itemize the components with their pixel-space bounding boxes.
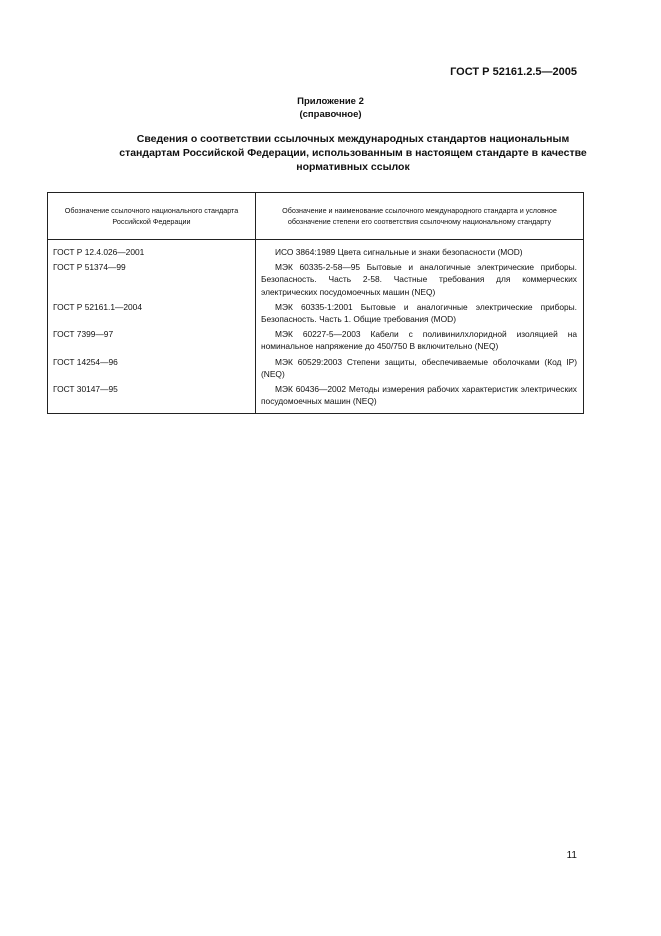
international-standard-cell: МЭК 60436—2002 Методы измерения рабочих характеристик электрических посудомоечных машин (NEQ)	[256, 382, 584, 414]
table-row	[48, 260, 584, 300]
national-standard-cell: ГОСТ Р 12.4.026—2001	[48, 240, 256, 261]
reference-table	[47, 192, 584, 414]
section-title: Сведения о соответствии ссылочных международных стандартов национальным стандартам Российской Федерации, использованным в настоящем стандарте в качестве нормативных ссылок	[119, 133, 587, 173]
table-row	[48, 240, 584, 261]
international-standard-cell: МЭК 60529:2003 Степени защиты, обеспечиваемые оболочками (Код IP) (NEQ)	[256, 355, 584, 382]
international-standard-cell: МЭК 60335-1:2001 Бытовые и аналогичные электрические приборы. Безопасность. Часть 1. Общие требования (MOD)	[256, 300, 584, 327]
national-standard-cell: ГОСТ 14254—96	[48, 355, 256, 382]
international-standard-cell: ИСО 3864:1989 Цвета сигнальные и знаки безопасности (MOD)	[256, 240, 584, 261]
column-header-international: Обозначение и наименование ссылочного международного стандарта и условное обозначение степени его соответствия ссылочному национальному стандарту	[256, 193, 584, 240]
table-row	[48, 355, 584, 382]
document-code: ГОСТ Р 52161.2.5—2005	[450, 66, 577, 78]
national-standard-cell: ГОСТ Р 52161.1—2004	[48, 300, 256, 327]
national-standard-cell: ГОСТ 7399—97	[48, 327, 256, 354]
page-number: 11	[566, 850, 577, 861]
international-standard-cell: МЭК 60227-5—2003 Кабели с поливинилхлоридной изоляцией на номинальное напряжение до 450/750 В включительно (NEQ)	[256, 327, 584, 354]
national-standard-cell: ГОСТ Р 51374—99	[48, 260, 256, 300]
table-row	[48, 300, 584, 327]
table-header-row	[48, 193, 584, 240]
column-header-national: Обозначение ссылочного национального стандарта Российской Федерации	[48, 193, 256, 240]
annex-title: Приложение 2	[297, 96, 364, 107]
table-row	[48, 327, 584, 354]
international-standard-cell: МЭК 60335-2-58—95 Бытовые и аналогичные электрические приборы. Безопасность. Часть 2-58. Частные требования для коммерческих электрических посудомоечных машин (NEQ)	[256, 260, 584, 300]
table-row	[48, 382, 584, 414]
national-standard-cell: ГОСТ 30147—95	[48, 382, 256, 414]
annex-subtitle: (справочное)	[299, 109, 362, 120]
